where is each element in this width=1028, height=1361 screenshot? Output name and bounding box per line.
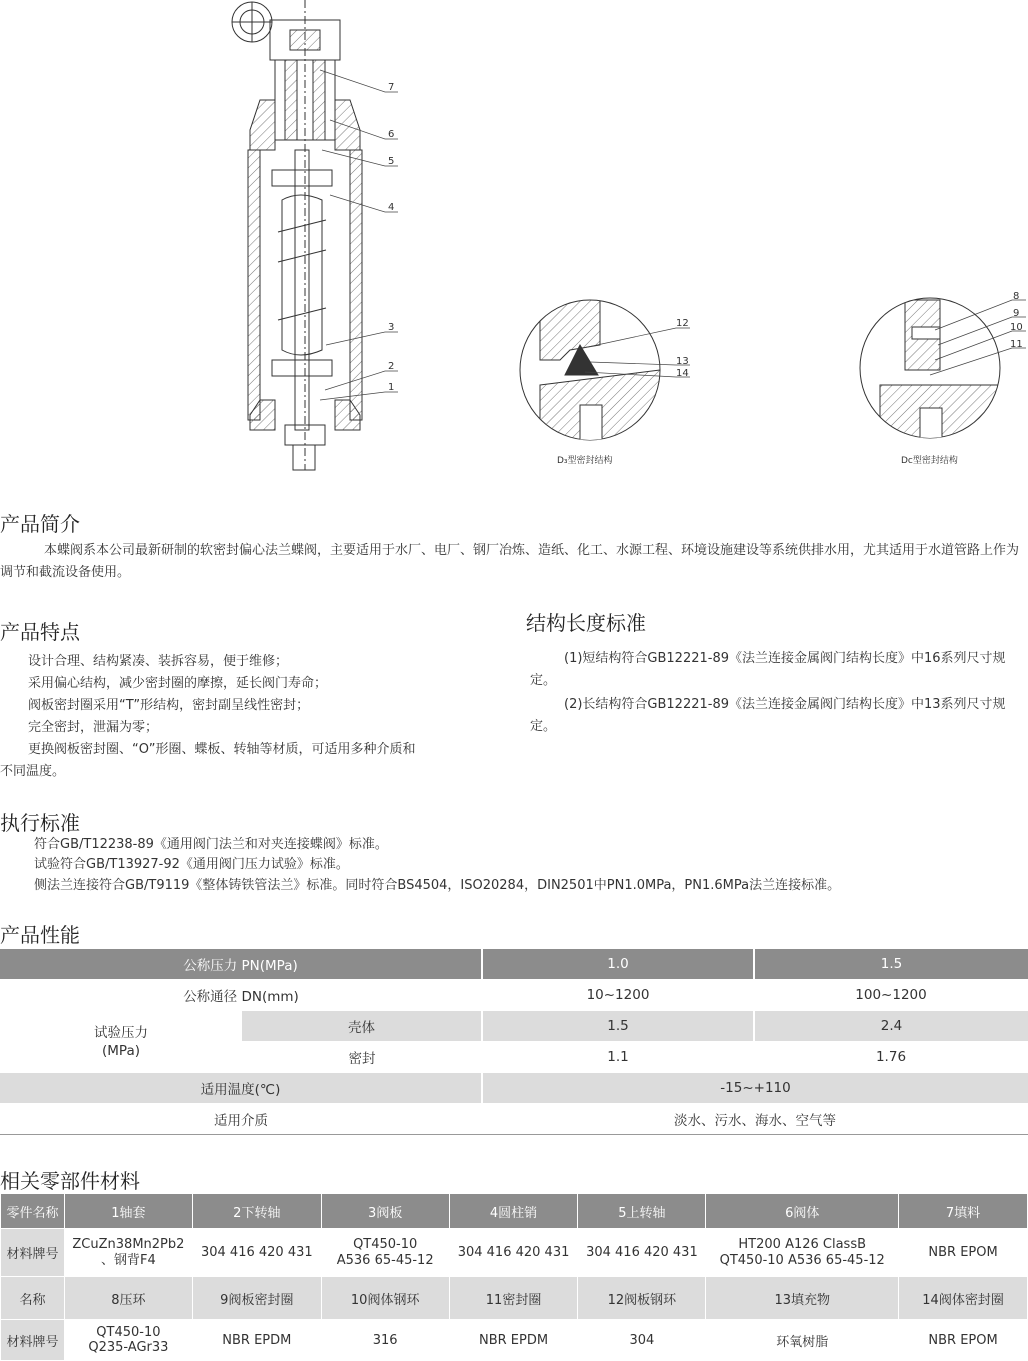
shell-value-2: 2.4 xyxy=(754,1011,1028,1042)
intro-title: 产品简介 xyxy=(0,512,80,536)
seal-value-2: 1.76 xyxy=(754,1042,1028,1073)
temp-value: -15~+110 xyxy=(482,1073,1028,1104)
mat-h2-4: 11密封圈 xyxy=(449,1277,578,1320)
mat-r1-1: ZCuZn38Mn2Pb2 、钢背F4 xyxy=(64,1229,192,1277)
mat-r1-2: 304 416 420 431 xyxy=(192,1229,321,1277)
materials-table xyxy=(0,1193,1028,1361)
feature-item: 完全密封，泄漏为零； xyxy=(28,720,159,735)
temp-label: 适用温度(℃) xyxy=(0,1073,482,1104)
standard-item: 试验符合GB/T13927-92《通用阀门压力试验》标准。 xyxy=(34,857,349,872)
detail2-caption: Dc型密封结构 xyxy=(901,456,958,466)
mat-r2-6: 环氧树脂 xyxy=(706,1320,899,1361)
intro-text: 本蝶阀系本公司最新研制的软密封偏心法兰蝶阀，主要适用于水厂、电厂、钢厂冶炼、造纸、化工、水源工程、环境设施建设等系统供排水用，尤其适用于水道管路上作为调节和截流设备使用。 xyxy=(0,543,1020,580)
callout-11: 11 xyxy=(1010,339,1023,350)
valve-section-view xyxy=(232,0,362,470)
medium-value: 淡水、污水、海水、空气等 xyxy=(482,1104,1028,1135)
seal-detail-dc xyxy=(860,298,1000,443)
seal-label: 密封 xyxy=(242,1042,482,1073)
performance-table xyxy=(0,949,1028,1135)
mat-h-6: 6阀体 xyxy=(706,1194,899,1229)
mat-h2-1: 8压环 xyxy=(64,1277,192,1320)
feature-item: 设计合理、结构紧凑、装拆容易，便于维修； xyxy=(28,654,289,669)
mat-r2-2: NBR EPDM xyxy=(192,1320,321,1361)
length-std-title: 结构长度标准 xyxy=(526,611,646,635)
mat-h2-3: 10阀体钢环 xyxy=(321,1277,449,1320)
callout-8: 8 xyxy=(1013,291,1020,302)
mat-h-1: 1轴套 xyxy=(64,1194,192,1229)
mat-r1-4: 304 416 420 431 xyxy=(449,1229,578,1277)
callout-1: 1 xyxy=(388,382,395,393)
dn-value-1: 10~1200 xyxy=(482,980,754,1011)
mat-h-5: 5上转轴 xyxy=(578,1194,706,1229)
mat-h2-2: 9阀板密封圈 xyxy=(192,1277,321,1320)
standard-item: 侧法兰连接符合GB/T9119《整体铸铁管法兰》标准。同时符合BS4504，ISO20284，DIN2501中PN1.0MPa，PN1.6MPa法兰连接标准。 xyxy=(34,878,841,893)
mat-r2-3: 316 xyxy=(321,1320,449,1361)
mat-h2-0: 名称 xyxy=(1,1277,65,1320)
mat-r2-7: NBR EPOM xyxy=(899,1320,1028,1361)
feature-item-tail: 不同温度。 xyxy=(0,764,66,779)
test-pressure-label: 试验压力 (MPa) xyxy=(0,1011,242,1073)
feature-item: 采用偏心结构，减少密封圈的摩擦，延长阀门寿命； xyxy=(28,676,328,691)
standard-item: 符合GB/T12238-89《通用阀门法兰和对夹连接蝶阀》标准。 xyxy=(34,837,388,852)
valve-drawing xyxy=(0,0,1028,480)
mat-r2-1: QT450-10 Q235-AGr33 xyxy=(64,1320,192,1361)
medium-label: 适用介质 xyxy=(0,1104,482,1135)
shell-value-1: 1.5 xyxy=(482,1011,754,1042)
dn-value-2: 100~1200 xyxy=(754,980,1028,1011)
feature-item: 阀板密封圈采用“T”形结构，密封副呈线性密封； xyxy=(28,698,310,713)
callout-14: 14 xyxy=(676,368,689,379)
mat-r1-6: HT200 A126 ClassB QT450-10 A536 65-45-12 xyxy=(706,1229,899,1277)
length-std-p1: (1)短结构符合GB12221-89《法兰连接金属阀门结构长度》中16系列尺寸规定。 xyxy=(530,651,1006,688)
callout-2: 2 xyxy=(388,361,395,372)
pn-value-2: 1.5 xyxy=(754,949,1028,980)
mat-r2-5: 304 xyxy=(578,1320,706,1361)
materials-title: 相关零部件材料 xyxy=(0,1169,140,1193)
callout-3: 3 xyxy=(388,322,395,333)
seal-value-1: 1.1 xyxy=(482,1042,754,1073)
detail1-caption: D₃型密封结构 xyxy=(557,456,613,466)
shell-label: 壳体 xyxy=(242,1011,482,1042)
mat-h2-6: 13填充物 xyxy=(706,1277,899,1320)
mat-r2-4: NBR EPDM xyxy=(449,1320,578,1361)
mat-h-2: 2下转轴 xyxy=(192,1194,321,1229)
performance-title: 产品性能 xyxy=(0,923,80,947)
mat-r2-0: 材料牌号 xyxy=(1,1320,65,1361)
length-std-p2: (2)长结构符合GB12221-89《法兰连接金属阀门结构长度》中13系列尺寸规定。 xyxy=(530,697,1006,734)
mat-r1-0: 材料牌号 xyxy=(1,1229,65,1277)
callout-13: 13 xyxy=(676,356,689,367)
mat-h-7: 7填料 xyxy=(899,1194,1028,1229)
callout-5: 5 xyxy=(388,156,395,167)
mat-r1-7: NBR EPOM xyxy=(899,1229,1028,1277)
feature-item: 更换阀板密封圈、“O”形圈、蝶板、转轴等材质，可适用多种介质和 xyxy=(28,742,416,757)
callout-12: 12 xyxy=(676,318,689,329)
callout-4: 4 xyxy=(388,202,395,213)
pn-label: 公称压力 PN(MPa) xyxy=(0,949,482,980)
mat-h-3: 3阀板 xyxy=(321,1194,449,1229)
mat-h-4: 4圆柱销 xyxy=(449,1194,578,1229)
callout-10: 10 xyxy=(1010,322,1023,333)
pn-value-1: 1.0 xyxy=(482,949,754,980)
mat-h-0: 零件名称 xyxy=(1,1194,65,1229)
callout-7: 7 xyxy=(388,82,395,93)
callout-6: 6 xyxy=(388,129,395,140)
mat-r1-3: QT450-10 A536 65-45-12 xyxy=(321,1229,449,1277)
mat-h2-5: 12阀板钢环 xyxy=(578,1277,706,1320)
mat-h2-7: 14阀体密封圈 xyxy=(899,1277,1028,1320)
callout-9: 9 xyxy=(1013,308,1020,319)
features-title: 产品特点 xyxy=(0,620,80,644)
mat-r1-5: 304 416 420 431 xyxy=(578,1229,706,1277)
standards-title: 执行标准 xyxy=(0,811,80,835)
dn-label: 公称通径 DN(mm) xyxy=(0,980,482,1011)
